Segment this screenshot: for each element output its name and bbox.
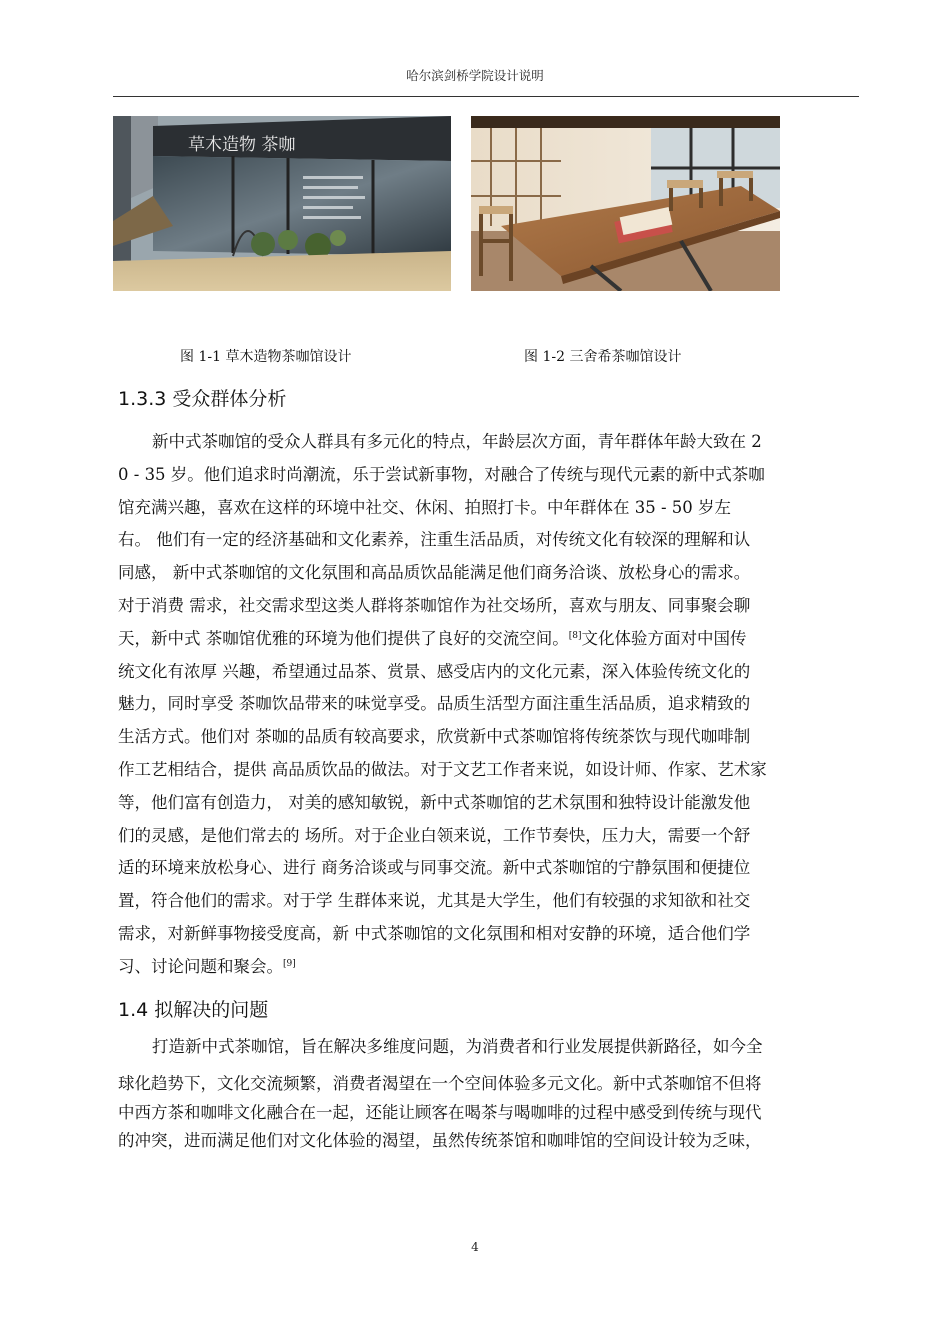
citation-ref-9: [9] (283, 958, 296, 969)
paragraph-line: 0 - 35 岁。他们追求时尚潮流，乐于尝试新事物，对融合了传统与现代元素的新中式茶咖 (118, 464, 765, 484)
paragraph-line: 对于消费 需求，社交需求型这类人群将茶咖馆作为社交场所，喜欢与朋友、同事聚会聊 (118, 595, 751, 615)
paragraph-line-text: 习、讨论问题和聚会。 (118, 956, 283, 976)
paragraph-line: 适的环境来放松身心、进行 商务洽谈或与同事交流。新中式茶咖馆的宁静氛围和便捷位 (118, 858, 751, 878)
paragraph-line (118, 623, 860, 656)
paragraph-line: 右。 他们有一定的经济基础和文化素养，注重生活品质，对传统文化有较深的理解和认 (118, 530, 751, 550)
citation-ref-8: [8] (568, 630, 582, 641)
paragraph-line: 需求，对新鲜事物接受度高，新 中式茶咖馆的文化氛围和相对安静的环境，适合他们学 (118, 923, 751, 943)
paragraph-line: 的冲突，进而满足他们对文化体验的渴望，虽然传统茶馆和咖啡馆的空间设计较为乏味， (118, 1131, 762, 1150)
figure-1-2-photo (471, 116, 780, 291)
header-divider (113, 96, 859, 97)
paragraph-line: 同感， 新中式茶咖馆的文化氛围和高品质饮品能满足他们商务洽谈、放松身心的需求。 (118, 563, 751, 583)
paragraph-line (118, 951, 860, 984)
paragraph-line: 置，符合他们的需求。对于学 生群体来说，尤其是大学生，他们有较强的求知欲和社交 (118, 891, 751, 911)
problems-paragraph (118, 1032, 860, 1156)
figure-1-1-photo (113, 116, 451, 291)
paragraph-line: 们的灵感，是他们常去的 场所。对于企业白领来说，工作节奏快，压力大，需要一个舒 (118, 825, 751, 845)
paragraph-line: 馆充满兴趣，喜欢在这样的环境中社交、休闲、拍照打卡。中年群体在 35 - 50 岁左 (118, 497, 732, 517)
page-number: 4 (471, 1240, 479, 1254)
paragraph-line: 打造新中式茶咖馆，旨在解决多维度问题，为消费者和行业发展提供新路径，如今全 (152, 1037, 763, 1056)
paragraph-line: 作工艺相结合，提供 高品质饮品的做法。对于文艺工作者来说，如设计师、作家、艺术家 (118, 759, 767, 779)
paragraph-line: 魅力，同时享受 茶咖饮品带来的味觉享受。品质生活型方面注重生活品质，追求精致的 (118, 694, 751, 714)
storefront-sign-text: 草木造物 茶咖 (188, 135, 296, 155)
paragraph-line-text: 文化体验方面对中国传 (581, 628, 747, 648)
paragraph-line: 等，他们富有创造力， 对美的感知敏锐，新中式茶咖馆的艺术氛围和独特设计能激发他 (118, 792, 751, 812)
page-header-title: 哈尔滨剑桥学院设计说明 (406, 68, 544, 83)
figure-1-2-caption: 图 1-2 三舍希茶咖馆设计 (524, 349, 682, 365)
audience-analysis-paragraph (118, 426, 860, 984)
figure-1-1-caption: 图 1-1 草木造物茶咖馆设计 (180, 349, 352, 365)
paragraph-line-text: 天，新中式 茶咖馆优雅的环境为他们提供了良好的交流空间。 (118, 628, 569, 648)
section-heading-1-4: 1.4 拟解决的问题 (118, 999, 269, 1021)
paragraph-line: 生活方式。他们对 茶咖的品质有较高要求，欣赏新中式茶咖馆将传统茶饮与现代咖啡制 (118, 727, 751, 747)
paragraph-line: 新中式茶咖馆的受众人群具有多元化的特点，年龄层次方面，青年群体年龄大致在 2 (152, 432, 762, 451)
paragraph-line: 中西方茶和咖啡文化融合在一起，还能让顾客在喝茶与喝咖啡的过程中感受到传统与现代 (118, 1102, 762, 1122)
paragraph-line: 球化趋势下，文化交流频繁，消费者渴望在一个空间体验多元文化。新中式茶咖馆不但将 (118, 1074, 762, 1093)
section-heading-1-3-3: 1.3.3 受众群体分析 (118, 388, 287, 410)
paragraph-line: 统文化有浓厚 兴趣，希望通过品茶、赏景、感受店内的文化元素，深入体验传统文化的 (118, 661, 751, 681)
